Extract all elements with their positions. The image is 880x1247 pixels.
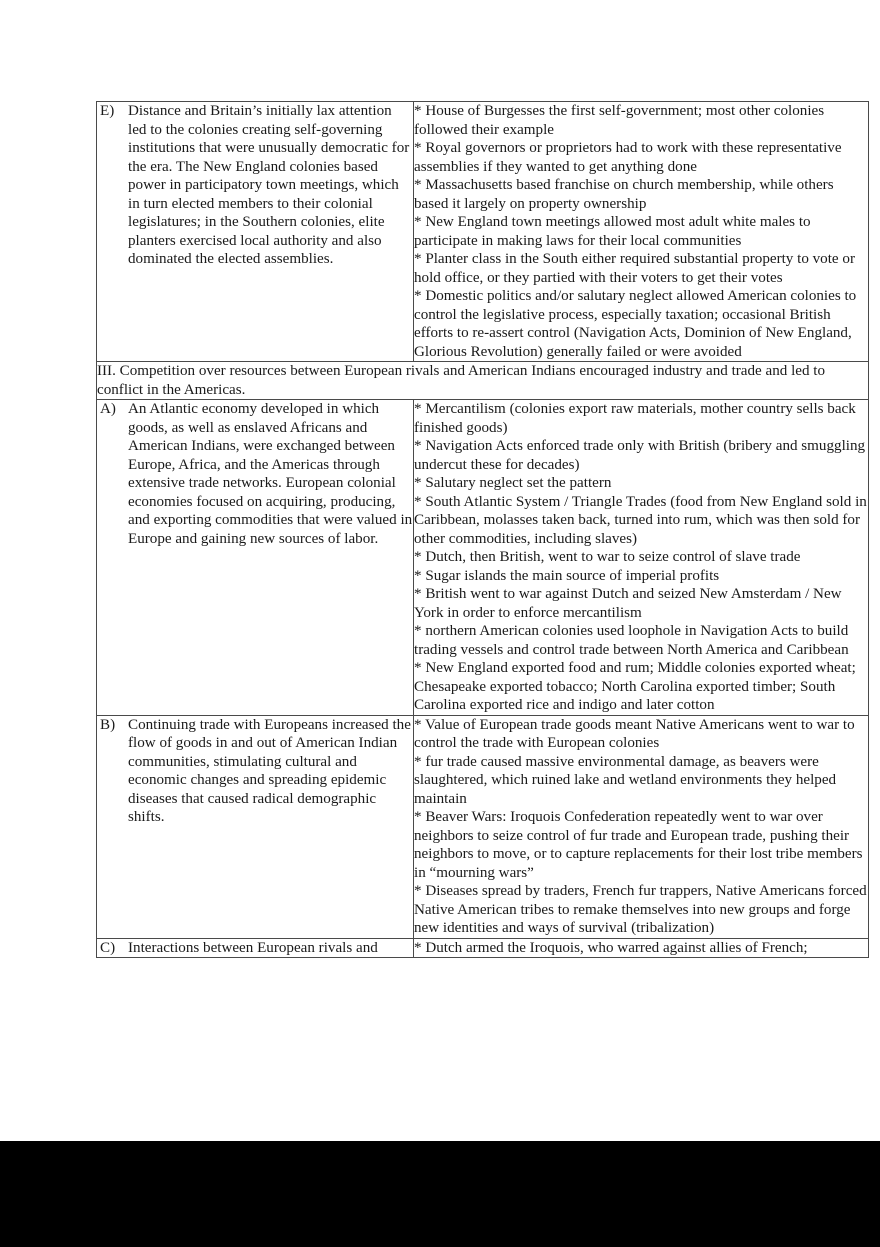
evidence-cell-b <box>414 715 869 938</box>
claim-letter-a: A) <box>100 401 116 418</box>
evidence-list-c <box>414 939 868 958</box>
table-row <box>97 400 869 716</box>
claim-letter-e: E) <box>100 103 115 119</box>
evidence-item: * House of Burgesses the first self-government; most other colonies followed their example <box>414 103 825 138</box>
evidence-list-e <box>414 102 868 361</box>
evidence-list-b <box>414 716 868 938</box>
claim-letter-b: B) <box>100 716 116 733</box>
evidence-cell-a <box>414 400 869 716</box>
claim-block <box>97 716 413 827</box>
evidence-item: * Royal governors or proprietors had to work with these representative assemblies if they wanted to get anything done <box>414 140 842 175</box>
claim-text-e: Distance and Britain’s initially lax attention led to the colonies creating self-governing institutions that were unusually democratic for the era. The New England colonies based power in participatory town meetings, which in turn elected members to their colonial legislatures; in the Southern colonies, elite planters exercised local authority and also dominated the elected assemblies. <box>128 103 410 268</box>
claim-letter-c: C) <box>100 939 116 956</box>
section-header-cell <box>97 362 869 400</box>
claim-cell-b <box>97 715 414 938</box>
evidence-cell-e <box>414 102 869 362</box>
claim-block <box>97 400 413 548</box>
table-row <box>97 715 869 938</box>
evidence-item: * Navigation Acts enforced trade only with British (bribery and smuggling undercut these for decades) <box>414 438 866 473</box>
evidence-cell-c <box>414 938 869 958</box>
table-row-section-header <box>97 362 869 400</box>
evidence-item: * Beaver Wars: Iroquois Confederation repeatedly went to war over neighbors to seize control of fur trade and European trade, pushing their neighbors to move, or to capture replacements for their lost tribe members in “mourning wars” <box>414 809 863 881</box>
evidence-item: * Salutary neglect set the pattern <box>414 475 612 492</box>
evidence-item: * Dutch armed the Iroquois, who warred against allies of French; <box>414 939 808 956</box>
claim-cell-a <box>97 400 414 716</box>
evidence-item: * Massachusetts based franchise on church membership, while others based it largely on property ownership <box>414 177 834 212</box>
section-heading-iii: III. Competition over resources between European rivals and American Indians encouraged industry and trade and led to conflict in the Americas. <box>97 363 826 398</box>
evidence-item: * northern American colonies used loophole in Navigation Acts to build trading vessels and control trade between North America and Caribbean <box>414 623 849 658</box>
evidence-item: * Value of European trade goods meant Native Americans went to war to control the trade with European colonies <box>414 716 855 752</box>
evidence-item: * South Atlantic System / Triangle Trades (food from New England sold in Caribbean, molasses taken back, turned into rum, which was then sold for other commodities, including slaves) <box>414 493 867 547</box>
evidence-item: * Mercantilism (colonies export raw materials, mother country sells back finished goods) <box>414 401 856 436</box>
page-bottom-black-bar <box>0 1141 880 1247</box>
claim-block <box>97 102 413 269</box>
claim-text-a: An Atlantic economy developed in which goods, as well as enslaved Africans and American Indians, were exchanged between Europe, Africa, and the Americas through extensive trade networks. European colonial economies focused on acquiring, producing, and exporting commodities that were valued in Europe and gaining new sources of labor. <box>128 401 413 548</box>
evidence-item: * Domestic politics and/or salutary neglect allowed American colonies to control the legislative process, especially taxation; occasional British efforts to re-assert control (Navigation Acts, Dominion of New England, Glorious Revolution) generally failed or were avoided <box>414 288 857 360</box>
evidence-item: * Planter class in the South either required substantial property to vote or hold office, or they partied with their voters to get their votes <box>414 251 855 286</box>
claim-text-b: Continuing trade with Europeans increased the flow of goods in and out of American Indian communities, stimulating cultural and economic changes and spreading epidemic diseases that caused radical demographic shifts. <box>128 716 411 826</box>
evidence-list-a <box>414 400 868 715</box>
evidence-item: * New England exported food and rum; Middle colonies exported wheat; Chesapeake exported tobacco; North Carolina exported timber; South Carolina exported rice and indigo and later cotton <box>414 660 856 714</box>
outline-table <box>96 101 869 958</box>
table-row <box>97 102 869 362</box>
claim-text-c: Interactions between European rivals and <box>128 939 378 956</box>
evidence-item: * Diseases spread by traders, French fur trappers, Native Americans forced Native American tribes to remake themselves into new groups and forge new identities and ways of survival (tribalization) <box>414 883 867 937</box>
evidence-item: * British went to war against Dutch and seized New Amsterdam / New York in order to enforce mercantilism <box>414 586 842 621</box>
evidence-item: * New England town meetings allowed most adult white males to participate in making laws for their local communities <box>414 214 811 249</box>
evidence-item: * fur trade caused massive environmental damage, as beavers were slaughtered, which ruined lake and wetland environments they helped maintain <box>414 753 837 807</box>
claim-block <box>97 939 413 958</box>
evidence-item: * Sugar islands the main source of imperial profits <box>414 567 720 584</box>
evidence-item: * Dutch, then British, went to war to seize control of slave trade <box>414 549 801 566</box>
claim-cell-e <box>97 102 414 362</box>
table-row <box>97 938 869 958</box>
claim-cell-c <box>97 938 414 958</box>
